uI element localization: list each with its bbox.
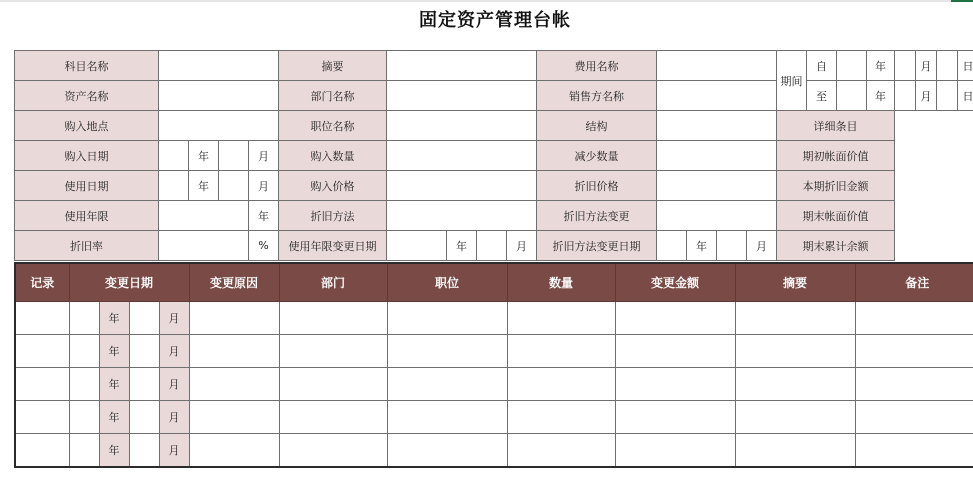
change-amount-cell[interactable] (615, 368, 735, 401)
structure-cell[interactable] (657, 111, 777, 141)
info-row (15, 171, 973, 201)
change-reason-cell[interactable] (189, 302, 279, 335)
label-purchase-place: 购入地点 (15, 111, 159, 141)
label-depr-method: 折旧方法 (279, 201, 387, 231)
label-closing-book-value: 期末帐面价值 (777, 201, 895, 231)
log-header-row (15, 263, 973, 302)
record-cell[interactable] (15, 368, 69, 401)
change-amount-cell[interactable] (615, 401, 735, 434)
label-percent: % (249, 231, 279, 261)
label-position-name: 职位名称 (279, 111, 387, 141)
use-month-cell[interactable] (219, 171, 249, 201)
table-row (15, 368, 973, 401)
remarks-cell[interactable] (855, 335, 973, 368)
label-month: 月 (159, 401, 189, 434)
table-row (15, 401, 973, 434)
from-year-cell[interactable] (837, 51, 867, 81)
label-opening-book-value: 期初帐面价值 (777, 141, 895, 171)
label-day: 日 (958, 81, 973, 111)
asset-info-table (14, 50, 973, 261)
label-service-life-change-date: 使用年限变更日期 (279, 231, 387, 261)
depr-method-cell[interactable] (387, 201, 537, 231)
change-amount-cell[interactable] (615, 434, 735, 468)
change-month-cell[interactable] (129, 434, 159, 468)
summary-cell[interactable] (387, 51, 537, 81)
summary-cell[interactable] (735, 302, 855, 335)
change-month-cell[interactable] (129, 335, 159, 368)
position-cell[interactable] (387, 368, 507, 401)
label-month: 月 (747, 231, 777, 261)
header-change-amount: 变更金额 (615, 263, 735, 302)
label-service-life: 使用年限 (15, 201, 159, 231)
header-change-reason: 变更原因 (189, 263, 279, 302)
label-summary: 摘要 (279, 51, 387, 81)
label-month: 月 (159, 368, 189, 401)
quantity-cell[interactable] (507, 434, 615, 468)
position-cell[interactable] (387, 335, 507, 368)
quantity-cell[interactable] (507, 368, 615, 401)
header-remarks: 备注 (855, 263, 973, 302)
label-month: 月 (159, 302, 189, 335)
change-amount-cell[interactable] (615, 335, 735, 368)
change-year-cell[interactable] (69, 401, 99, 434)
change-month-cell[interactable] (129, 302, 159, 335)
use-year-cell[interactable] (159, 171, 189, 201)
month-input-cell[interactable] (895, 51, 916, 81)
label-depr-method-change: 折旧方法变更 (537, 201, 657, 231)
label-month: 月 (159, 335, 189, 368)
info-row (15, 81, 973, 111)
label-year: 年 (99, 368, 129, 401)
label-dept-name: 部门名称 (279, 81, 387, 111)
label-current-depr-amount: 本期折旧金额 (777, 171, 895, 201)
dept-cell[interactable] (279, 335, 387, 368)
purchase-qty-cell[interactable] (387, 141, 537, 171)
label-month: 月 (916, 51, 937, 81)
position-cell[interactable] (387, 302, 507, 335)
label-asset-name: 资产名称 (15, 81, 159, 111)
remarks-cell[interactable] (855, 401, 973, 434)
label-depr-rate: 折旧率 (15, 231, 159, 261)
label-year: 年 (867, 81, 895, 111)
life-change-year-cell[interactable] (387, 231, 447, 261)
depr-price-cell[interactable] (657, 171, 777, 201)
label-purchase-qty: 购入数量 (279, 141, 387, 171)
label-year: 年 (447, 231, 477, 261)
label-month: 月 (916, 81, 937, 111)
change-month-cell[interactable] (129, 368, 159, 401)
label-year: 年 (249, 201, 279, 231)
label-period: 期间 (777, 51, 807, 111)
label-year: 年 (99, 401, 129, 434)
quantity-cell[interactable] (507, 302, 615, 335)
label-subject-name: 科目名称 (15, 51, 159, 81)
position-name-cell[interactable] (387, 111, 537, 141)
label-month: 月 (159, 434, 189, 468)
change-year-cell[interactable] (69, 302, 99, 335)
label-to: 至 (807, 81, 837, 111)
quantity-cell[interactable] (507, 335, 615, 368)
change-year-cell[interactable] (69, 368, 99, 401)
dept-name-cell[interactable] (387, 81, 537, 111)
label-year: 年 (687, 231, 717, 261)
service-life-cell[interactable] (159, 201, 249, 231)
summary-cell[interactable] (735, 335, 855, 368)
label-purchase-date: 购入日期 (15, 141, 159, 171)
info-row (15, 231, 973, 261)
change-month-cell[interactable] (129, 401, 159, 434)
info-row (15, 51, 973, 81)
method-change-year-cell[interactable] (657, 231, 687, 261)
change-log-table (14, 262, 973, 468)
seller-name-cell[interactable] (657, 81, 777, 111)
label-day: 日 (958, 51, 973, 81)
label-month: 月 (249, 141, 279, 171)
position-cell[interactable] (387, 401, 507, 434)
label-month: 月 (249, 171, 279, 201)
quantity-cell[interactable] (507, 401, 615, 434)
label-use-date: 使用日期 (15, 171, 159, 201)
label-structure: 结构 (537, 111, 657, 141)
position-cell[interactable] (387, 434, 507, 468)
label-year: 年 (99, 302, 129, 335)
expense-name-cell[interactable] (657, 51, 777, 81)
sheet-title: 固定资产管理台帐 (419, 10, 571, 31)
purchase-year-cell[interactable] (159, 141, 189, 171)
label-from: 自 (807, 51, 837, 81)
label-year: 年 (867, 51, 895, 81)
dept-cell[interactable] (279, 302, 387, 335)
info-row (15, 201, 973, 231)
active-cell-marker (951, 0, 973, 2)
subject-name-cell[interactable] (159, 51, 279, 81)
dept-cell[interactable] (279, 368, 387, 401)
to-year-cell[interactable] (837, 81, 867, 111)
change-year-cell[interactable] (69, 434, 99, 468)
change-reason-cell[interactable] (189, 434, 279, 468)
header-dept: 部门 (279, 263, 387, 302)
life-change-month-cell[interactable] (477, 231, 507, 261)
label-purchase-price: 购入价格 (279, 171, 387, 201)
purchase-month-cell[interactable] (219, 141, 249, 171)
dept-cell[interactable] (279, 401, 387, 434)
header-summary: 摘要 (735, 263, 855, 302)
label-expense-name: 费用名称 (537, 51, 657, 81)
asset-name-cell[interactable] (159, 81, 279, 111)
change-reason-cell[interactable] (189, 368, 279, 401)
summary-cell[interactable] (735, 434, 855, 468)
remarks-cell[interactable] (855, 302, 973, 335)
label-reduce-qty: 减少数量 (537, 141, 657, 171)
month-input-cell[interactable] (895, 81, 916, 111)
remarks-cell[interactable] (855, 368, 973, 401)
header-quantity: 数量 (507, 263, 615, 302)
header-position: 职位 (387, 263, 507, 302)
header-record: 记录 (15, 263, 69, 302)
day-input-cell[interactable] (937, 51, 958, 81)
info-row (15, 141, 973, 171)
remarks-cell[interactable] (855, 434, 973, 468)
label-year: 年 (189, 141, 219, 171)
change-reason-cell[interactable] (189, 335, 279, 368)
depr-rate-cell[interactable] (159, 231, 249, 261)
purchase-place-cell[interactable] (159, 111, 279, 141)
change-reason-cell[interactable] (189, 401, 279, 434)
record-cell[interactable] (15, 302, 69, 335)
label-year: 年 (99, 434, 129, 468)
method-change-month-cell[interactable] (717, 231, 747, 261)
change-year-cell[interactable] (69, 335, 99, 368)
label-depr-method-change-date: 折旧方法变更日期 (537, 231, 657, 261)
label-detail-item: 详细条目 (777, 111, 895, 141)
top-border (0, 0, 973, 2)
summary-cell[interactable] (735, 401, 855, 434)
table-row (15, 302, 973, 335)
label-depr-price: 折旧价格 (537, 171, 657, 201)
table-row (15, 434, 973, 468)
record-cell[interactable] (15, 335, 69, 368)
reduce-qty-cell[interactable] (657, 141, 777, 171)
purchase-price-cell[interactable] (387, 171, 537, 201)
table-row (15, 335, 973, 368)
info-row (15, 111, 973, 141)
dept-cell[interactable] (279, 434, 387, 468)
header-change-date: 变更日期 (69, 263, 189, 302)
label-closing-accum-balance: 期末累计余额 (777, 231, 895, 261)
day-input-cell[interactable] (937, 81, 958, 111)
depr-method-change-cell[interactable] (657, 201, 777, 231)
change-amount-cell[interactable] (615, 302, 735, 335)
record-cell[interactable] (15, 401, 69, 434)
summary-cell[interactable] (735, 368, 855, 401)
label-year: 年 (189, 171, 219, 201)
record-cell[interactable] (15, 434, 69, 468)
label-month: 月 (507, 231, 537, 261)
label-year: 年 (99, 335, 129, 368)
label-seller-name: 销售方名称 (537, 81, 657, 111)
